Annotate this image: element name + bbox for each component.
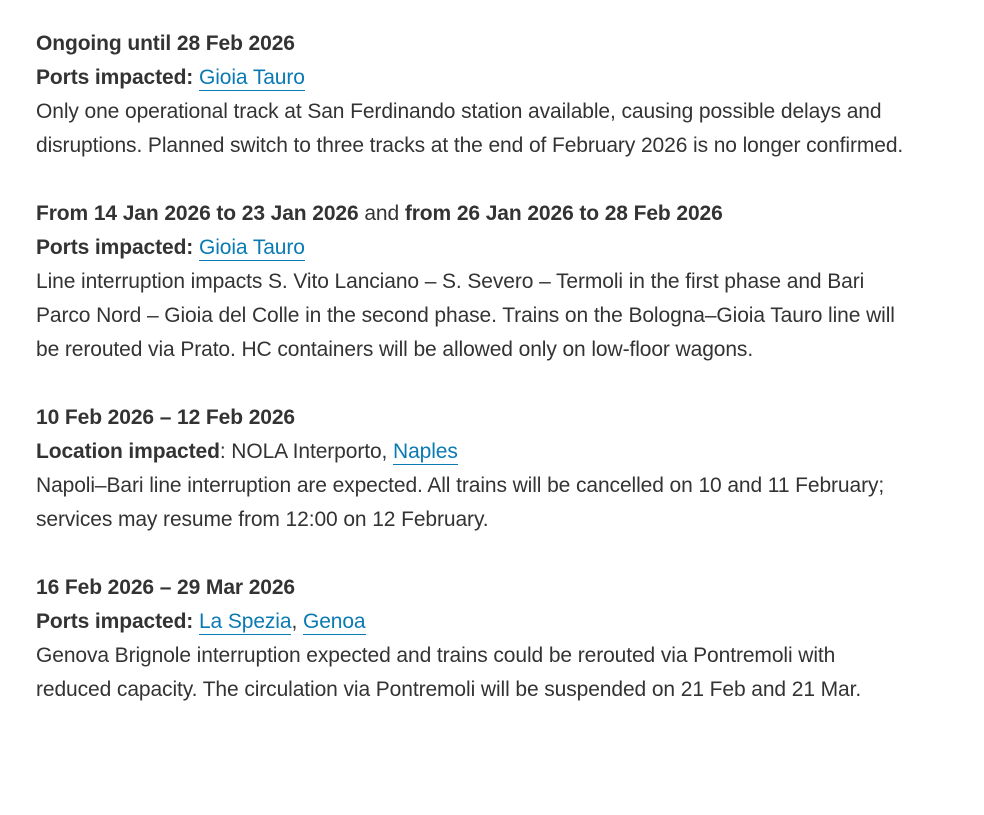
la-spezia-link[interactable]: La Spezia: [198, 610, 292, 633]
genoa-link[interactable]: Genoa: [302, 610, 366, 633]
location-text: : NOLA Interporto,: [219, 440, 394, 463]
location-impacted-label: Location impacted: [36, 440, 220, 463]
ports-impacted-label: Ports impacted:: [36, 236, 194, 259]
notice-3-impacted: [36, 435, 916, 469]
notice-4-description: Genova Brignole interruption expected and trains could be rerouted via Pontremoli with reduced capacity. The circulation via Pontremoli will be suspended on 21 Feb and 21 Mar.: [36, 644, 862, 701]
notice-3-date: 10 Feb 2026 – 12 Feb 2026: [36, 406, 296, 429]
gioia-tauro-link[interactable]: Gioia Tauro: [198, 66, 305, 89]
notice-1-impacted: [36, 61, 916, 95]
notice-1: [36, 27, 916, 163]
ports-impacted-label: Ports impacted:: [36, 610, 194, 633]
ports-impacted-label: Ports impacted:: [36, 66, 194, 89]
notice-2-date-range-2: from 26 Jan 2026 to 28 Feb 2026: [404, 202, 723, 225]
notice-4-date: 16 Feb 2026 – 29 Mar 2026: [36, 576, 296, 599]
notice-2-description: Line interruption impacts S. Vito Lanciano – S. Severo – Termoli in the first phase and Bari Parco Nord – Gioia del Colle in the second phase. Trains on the Bologna–Gioia Tauro line will be rerouted via Prato. HC containers will be allowed only on low-floor wagons.: [36, 270, 895, 361]
link-separator: ,: [291, 610, 303, 633]
notice-1-date: Ongoing until 28 Feb 2026: [36, 32, 295, 55]
notice-2: [36, 197, 916, 367]
naples-link[interactable]: Naples: [393, 440, 458, 463]
disruption-notices: [36, 27, 916, 707]
notice-3: [36, 401, 916, 537]
notice-2-date: [36, 197, 916, 231]
notice-1-description: Only one operational track at San Ferdinando station available, causing possible delays and disruptions. Planned switch to three tracks at the end of February 2026 is no longer confirmed.: [36, 100, 904, 157]
notice-2-date-and: and: [358, 202, 405, 225]
gioia-tauro-link[interactable]: Gioia Tauro: [198, 236, 305, 259]
notice-3-description: Napoli–Bari line interruption are expected. All trains will be cancelled on 10 and 11 February; services may resume from 12:00 on 12 February.: [36, 474, 885, 531]
notice-4: [36, 571, 916, 707]
notice-2-date-range-1: From 14 Jan 2026 to 23 Jan 2026: [36, 202, 359, 225]
notice-4-impacted: [36, 605, 916, 639]
notice-2-impacted: [36, 231, 916, 265]
